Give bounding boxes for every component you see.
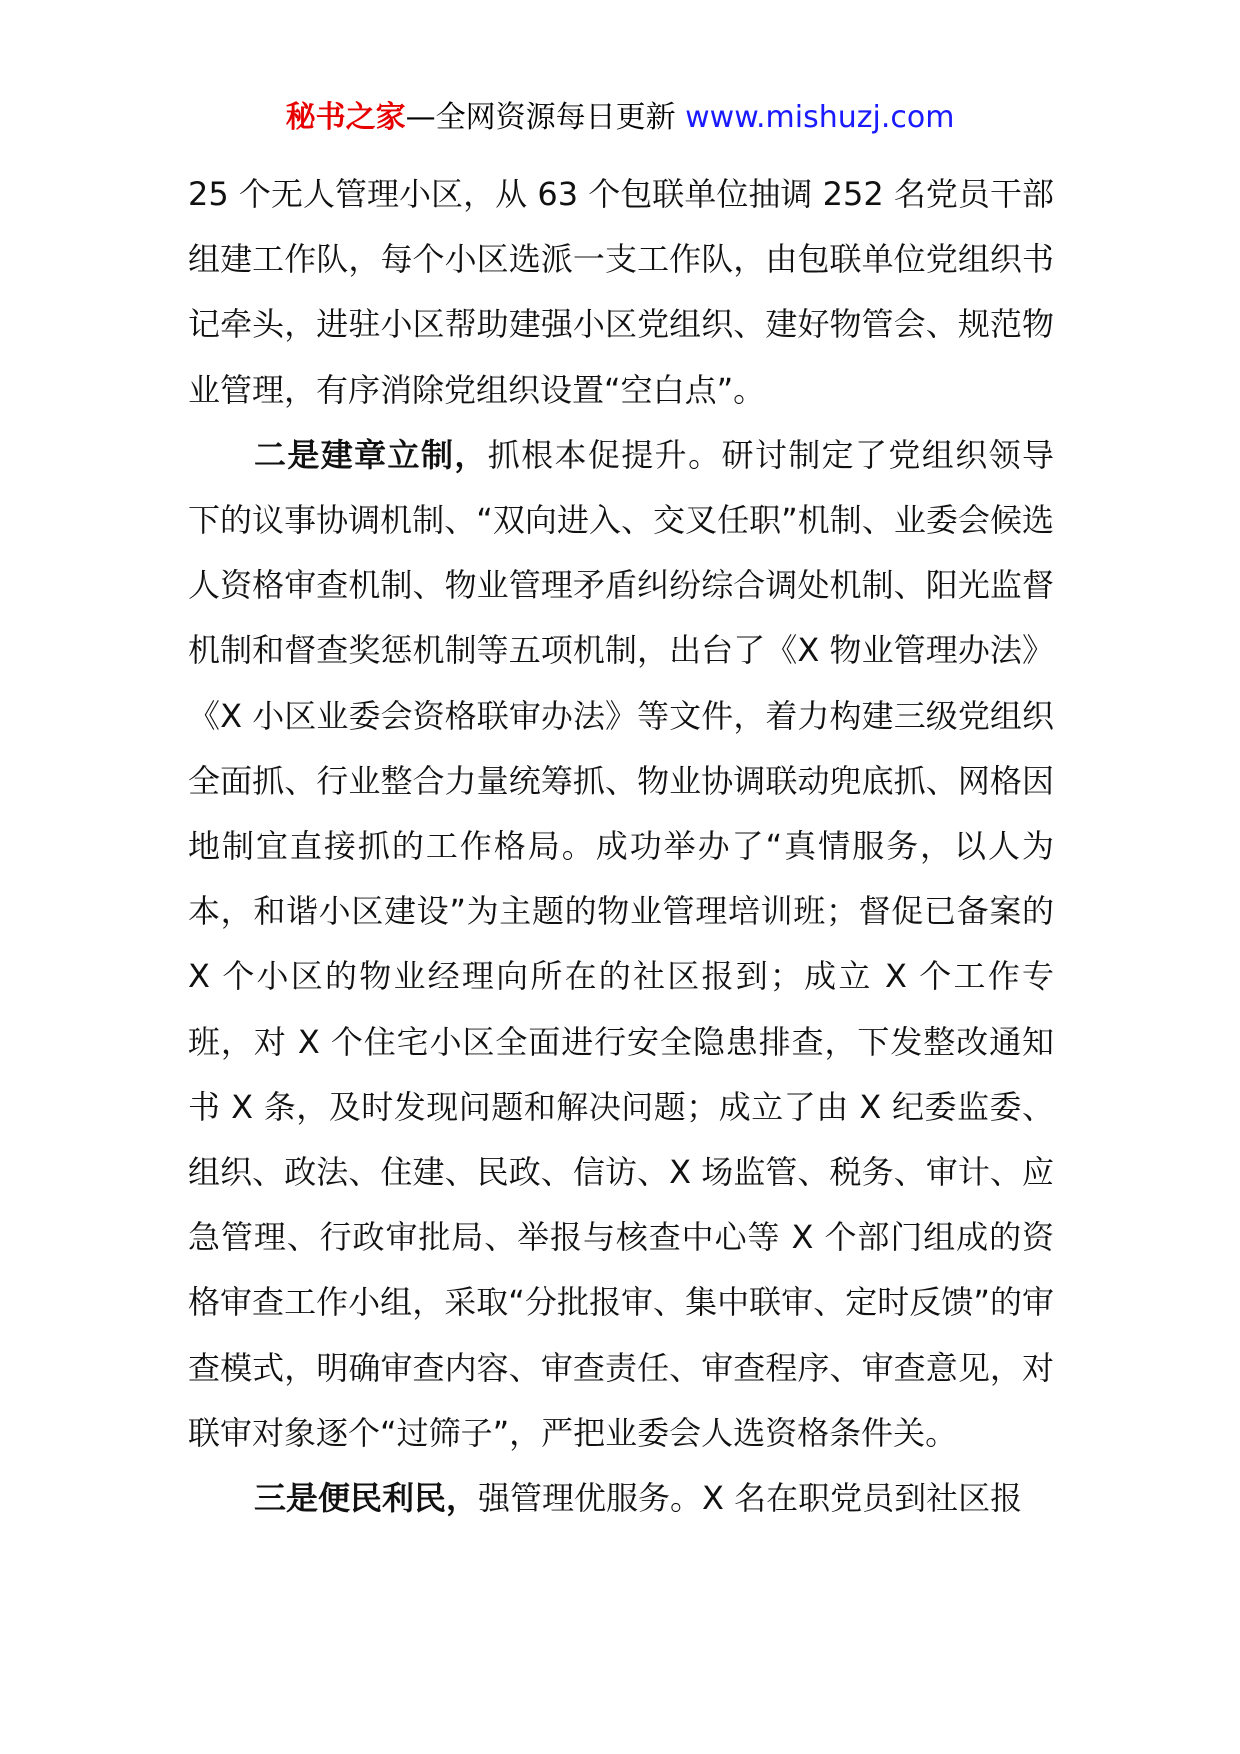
header-brand: 秘书之家 <box>285 100 406 135</box>
paragraph-text: 强管理优服务。X 名在职党员到社区报 <box>478 1479 1023 1518</box>
paragraph-rules <box>188 423 1054 1466</box>
page-header <box>0 96 1240 140</box>
paragraph-lead: 三是便民利民， <box>254 1479 479 1518</box>
paragraph-service <box>188 1466 1054 1531</box>
paragraph-text: 25 个无人管理小区，从 63 个包联单位抽调 252 名党员干部组建工作队，每个小区选派一支工作队，由包联单位党组织书记牵头，进驻小区帮助建强小区党组织、建好物管会、规范物业管理，有序消除党组织设置“空白点”。 <box>188 175 1054 409</box>
document-body <box>188 162 1054 1531</box>
header-website-link[interactable]: www.mishuzj.com <box>685 100 955 135</box>
paragraph-continuation <box>188 162 1054 423</box>
paragraph-text: 抓根本促提升。研讨制定了党组织领导下的议事协调机制、“双向进入、交叉任职”机制、业委会候选人资格审查机制、物业管理矛盾纠纷综合调处机制、阳光监督机制和督查奖惩机制等五项机制，出台了《X 物业管理办法》《X 小区业委会资格联审办法》等文件，着力构建三级党组织全面抓、行业整合力量统筹抓、物业协调联动兜底抓、网格因地制宜直接抓的工作格局。成功举办了“真情服务，以人为本，和谐小区建设”为主题的物业管理培训班；督促已备案的 X 个小区的物业经理向所在的社区报到；成立 X 个工作专班，对 X 个住宅小区全面进行安全隐患排查，下发整改通知书 X 条，及时发现问题和解决问题；成立了由 X 纪委监委、组织、政法、住建、民政、信访、X 场监管、税务、审计、应急管理、行政审批局、举报与核查中心等 X 个部门组成的资格审查工作小组，采取“分批报审、集中联审、定时反馈”的审查模式，明确审查内容、审查责任、审查程序、审查意见，对联审对象逐个“过筛子”，严把业委会人选资格条件关。 <box>188 435 1054 1452</box>
paragraph-lead: 二是建章立制， <box>254 435 488 474</box>
header-slogan: —全网资源每日更新 <box>405 100 686 135</box>
